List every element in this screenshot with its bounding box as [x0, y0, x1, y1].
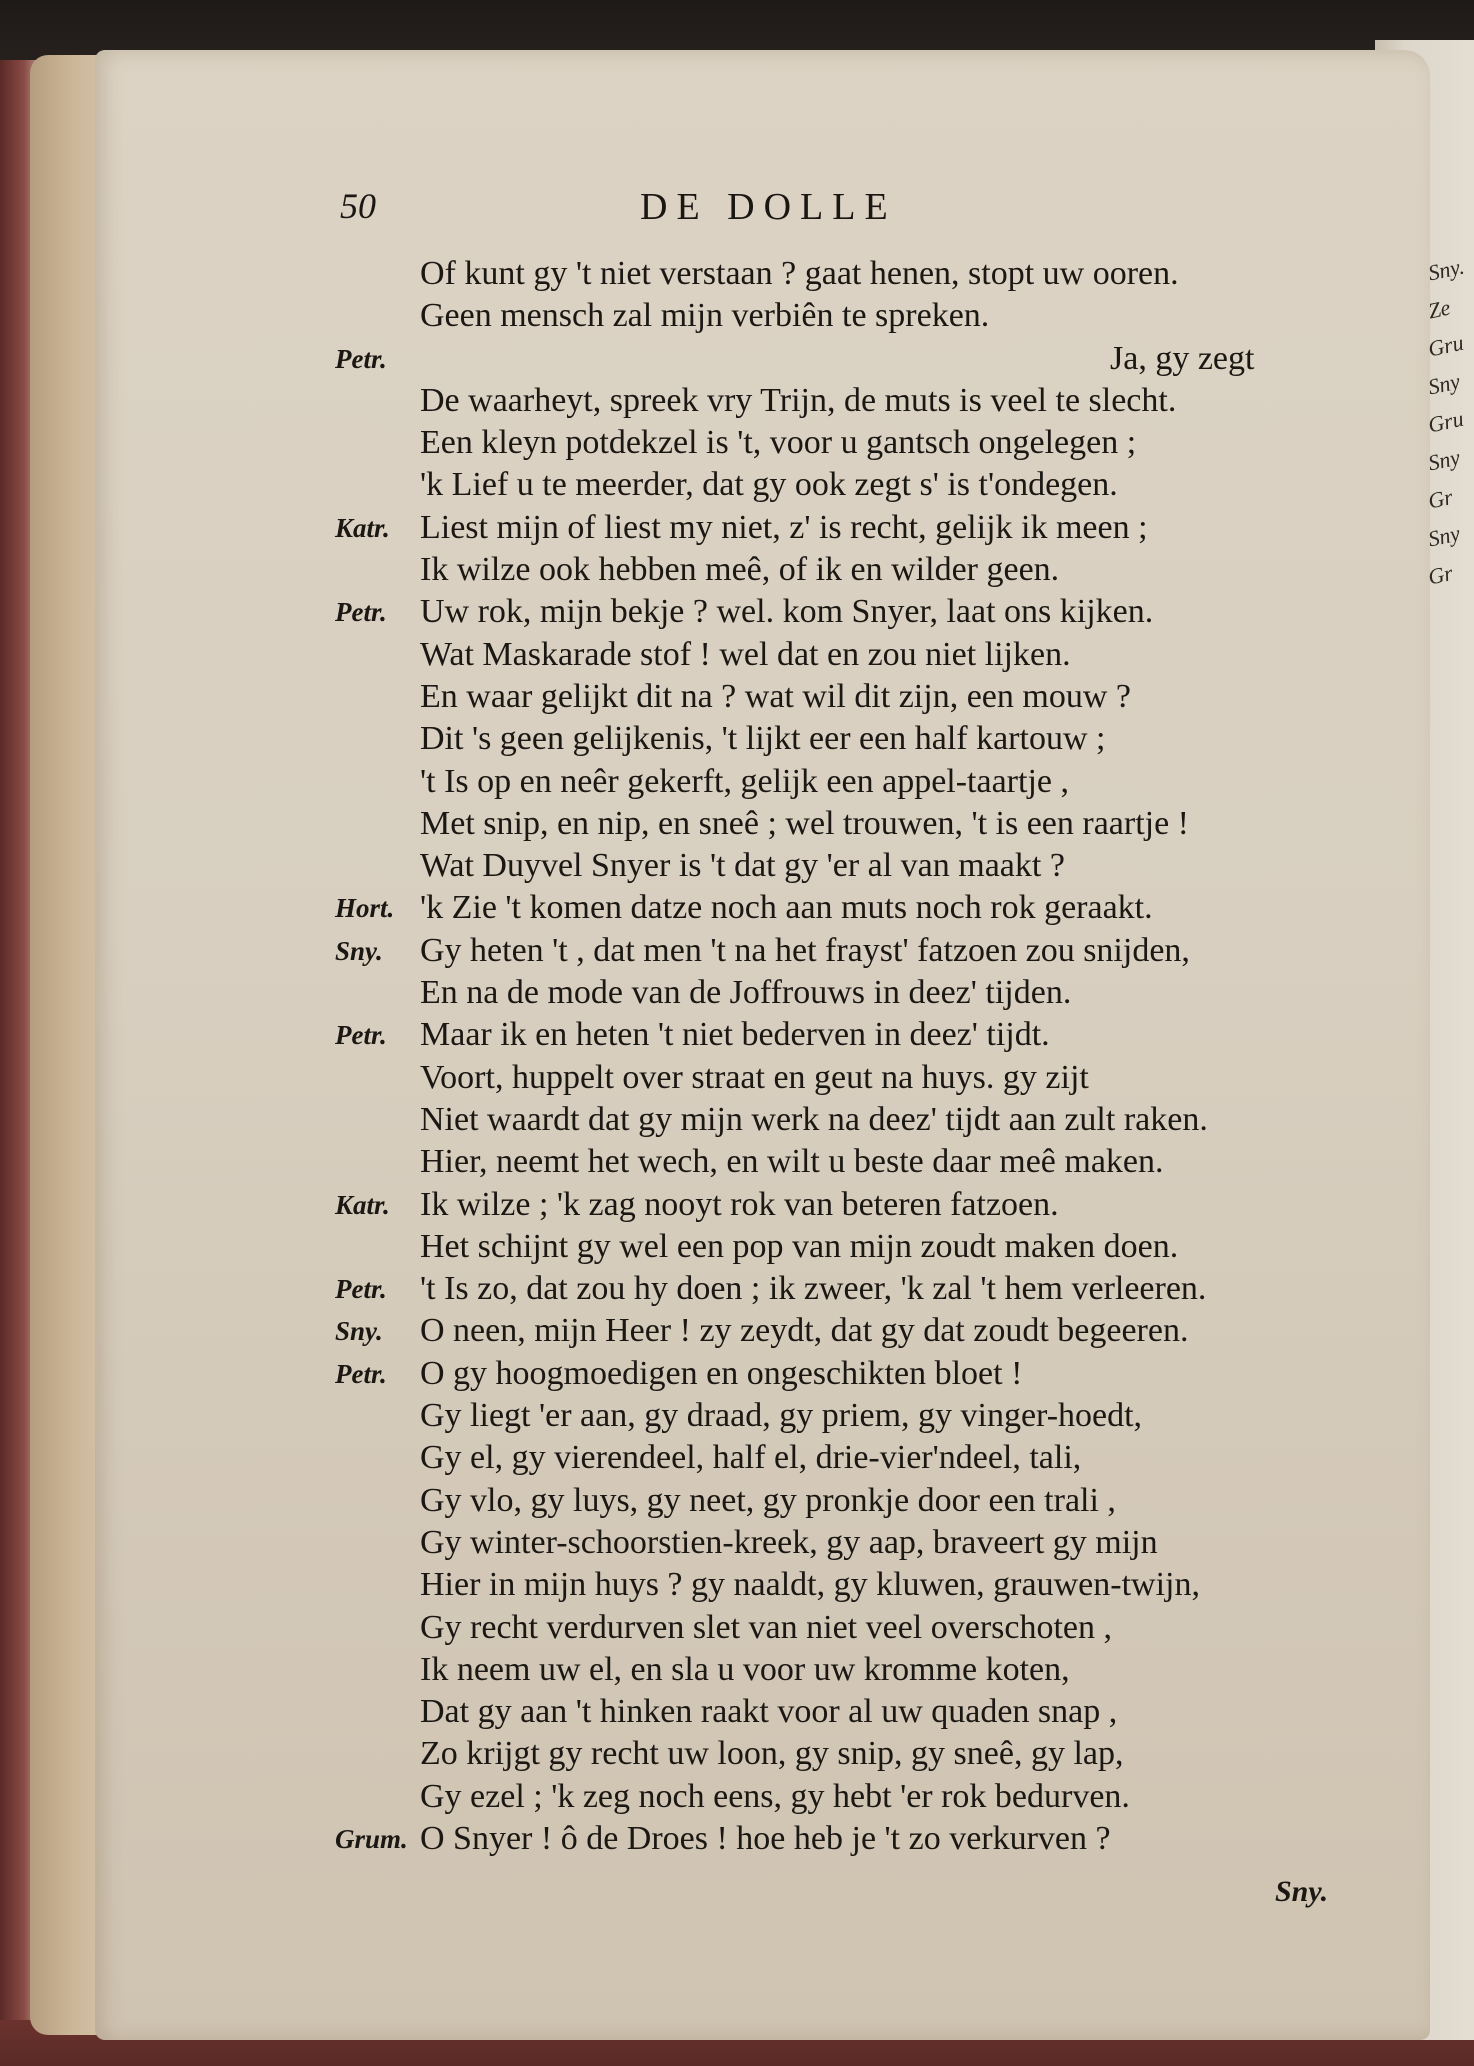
- verse-text-line: Wat Maskarade stof ! wel dat en zou niet lijken.: [420, 635, 1071, 673]
- verse-text-line: Dit 's geen gelijkenis, 't lijkt eer een half kartouw ;: [420, 720, 1106, 758]
- facing-page-margin-notes: [1425, 250, 1474, 592]
- verse-line: [335, 1014, 1355, 1056]
- verse-text-line: En waar gelijkt dit na ? wat wil dit zijn, een mouw ?: [420, 677, 1131, 715]
- verse-line: [335, 338, 1355, 380]
- verse-line: [335, 1522, 1355, 1564]
- verse-text-line: 'k Lief u te meerder, dat gy ook zegt s' is t'ondegen.: [420, 466, 1118, 504]
- verse-text-line: Ja, gy zegt: [1110, 339, 1255, 377]
- verse-text-line: Het schijnt gy wel een pop van mijn zoudt maken doen.: [420, 1227, 1179, 1265]
- margin-note: Sny.: [1425, 253, 1467, 286]
- verse-text-line: 't Is zo, dat zou hy doen ; ik zweer, 'k zal 't hem verleeren.: [420, 1270, 1207, 1308]
- verse-text-line: 'k Zie 't komen datze noch aan muts noch rok geraakt.: [420, 889, 1153, 927]
- verse-line: [335, 1395, 1355, 1437]
- verse-line: [335, 845, 1355, 887]
- verse-line: [335, 591, 1355, 633]
- speaker-name: Petr.: [335, 597, 387, 628]
- verse-text-line: 't Is op en neêr gekerft, gelijk een appel-taartje ,: [420, 762, 1069, 800]
- speaker-name: Petr.: [335, 1274, 387, 1305]
- verse-line: [335, 718, 1355, 760]
- verse-line: [335, 507, 1355, 549]
- verse-line: [335, 634, 1355, 676]
- verse-text-line: Hier in mijn huys ? gy naaldt, gy kluwen, grauwen-twijn,: [420, 1566, 1200, 1604]
- margin-note: Sny: [1425, 368, 1463, 400]
- speaker-name: Katr.: [335, 512, 390, 543]
- speaker-name: Hort.: [335, 893, 395, 924]
- speaker-name: Grum.: [335, 1823, 408, 1854]
- margin-note: Sny: [1425, 520, 1463, 552]
- verse-line: [335, 676, 1355, 718]
- verse-line: [335, 803, 1355, 845]
- verse-line: [335, 1480, 1355, 1522]
- verse-text-line: Gy el, gy vierendeel, half el, drie-vier'ndeel, tali,: [420, 1439, 1082, 1477]
- verse-line: [335, 1607, 1355, 1649]
- verse-line: [335, 1818, 1355, 1860]
- verse-text-line: Zo krijgt gy recht uw loon, gy snip, gy sneê, gy lap,: [420, 1735, 1124, 1773]
- verse-line: [335, 1733, 1355, 1775]
- verse-line: [335, 1649, 1355, 1691]
- verse-text-line: Gy vlo, gy luys, gy neet, gy pronkje door een trali ,: [420, 1481, 1116, 1519]
- verse-line: [335, 464, 1355, 506]
- verse-text-line: O neen, mijn Heer ! zy zeydt, dat gy dat zoudt begeeren.: [420, 1312, 1189, 1350]
- verse-text-line: O gy hoogmoedigen en ongeschikten bloet !: [420, 1354, 1023, 1392]
- verse-line: [335, 930, 1355, 972]
- verse-line: [335, 1057, 1355, 1099]
- verse-line: [335, 1353, 1355, 1395]
- verse-text-line: Uw rok, mijn bekje ? wel. kom Snyer, laat ons kijken.: [420, 593, 1154, 631]
- verse-text-line: Ik wilze ook hebben meê, of ik en wilder geen.: [420, 551, 1060, 589]
- verse-line: [335, 1437, 1355, 1479]
- verse-line: [335, 253, 1355, 295]
- verse-text-line: Wat Duyvel Snyer is 't dat gy 'er al van maakt ?: [420, 847, 1065, 885]
- verse-line: [335, 295, 1355, 337]
- verse-text: [335, 253, 1355, 1860]
- verse-line: [335, 1776, 1355, 1818]
- verse-line: [335, 380, 1355, 422]
- verse-text-line: Gy ezel ; 'k zeg noch eens, gy hebt 'er rok bedurven.: [420, 1777, 1130, 1815]
- verse-text-line: Geen mensch zal mijn verbiên te spreken.: [420, 297, 990, 335]
- verse-line: [335, 1099, 1355, 1141]
- verse-text-line: Ik wilze ; 'k zag nooyt rok van beteren fatzoen.: [420, 1185, 1059, 1223]
- verse-text-line: Met snip, en nip, en sneê ; wel trouwen, 't is een raartje !: [420, 804, 1190, 842]
- verse-text-line: Maar ik en heten 't niet bederven in deez' tijdt.: [420, 1016, 1050, 1054]
- speaker-name: Sny.: [335, 1316, 383, 1347]
- catchword: Sny.: [1275, 1875, 1329, 1908]
- speaker-name: Petr.: [335, 343, 387, 374]
- verse-line: [335, 1310, 1355, 1352]
- verse-line: [335, 1141, 1355, 1183]
- verse-text-line: Voort, huppelt over straat en geut na huys. gy zijt: [420, 1058, 1089, 1096]
- verse-text-line: Gy winter-schoorstien-kreek, gy aap, braveert gy mijn: [420, 1523, 1158, 1561]
- verse-line: [335, 972, 1355, 1014]
- margin-note: Sny: [1425, 444, 1463, 476]
- verse-line: [335, 549, 1355, 591]
- verse-text-line: Liest mijn of liest my niet, z' is recht, gelijk ik meen ;: [420, 508, 1148, 546]
- speaker-name: Katr.: [335, 1189, 390, 1220]
- page-header: [340, 185, 1010, 235]
- verse-text-line: Dat gy aan 't hinken raakt voor al uw quaden snap ,: [420, 1693, 1118, 1731]
- margin-note: Gr: [1425, 483, 1455, 514]
- verse-text-line: Hier, neemt het wech, en wilt u beste daar meê maken.: [420, 1143, 1164, 1181]
- margin-note: Gru: [1425, 405, 1466, 438]
- verse-text-line: Ik neem uw el, en sla u voor uw kromme koten,: [420, 1650, 1070, 1688]
- verse-text-line: Een kleyn potdekzel is 't, voor u gantsch ongelegen ;: [420, 424, 1137, 462]
- margin-note: Ze: [1425, 294, 1453, 324]
- verse-line: [335, 1226, 1355, 1268]
- verse-text-line: Gy liegt 'er aan, gy draad, gy priem, gy vinger-hoedt,: [420, 1397, 1143, 1435]
- verse-text-line: De waarheyt, spreek vry Trijn, de muts is veel te slecht.: [420, 381, 1177, 419]
- verse-line: [335, 887, 1355, 929]
- verse-line: [335, 761, 1355, 803]
- verse-line: [335, 1691, 1355, 1733]
- verse-line: [335, 1268, 1355, 1310]
- speaker-name: Petr.: [335, 1020, 387, 1051]
- verse-text-line: Gy heten 't , dat men 't na het frayst' fatzoen zou snijden,: [420, 931, 1190, 969]
- verse-line: [335, 1564, 1355, 1606]
- speaker-name: Petr.: [335, 1358, 387, 1389]
- page-number: 50: [340, 186, 376, 226]
- verse-text-line: Niet waardt dat gy mijn werk na deez' tijdt aan zult raken.: [420, 1100, 1208, 1138]
- verse-text-line: O Snyer ! ô de Droes ! hoe heb je 't zo verkurven ?: [420, 1819, 1111, 1857]
- margin-note: Gr: [1425, 559, 1455, 590]
- verse-line: [335, 422, 1355, 464]
- margin-note: Gru: [1425, 329, 1466, 362]
- verse-line: [335, 1184, 1355, 1226]
- running-title: DE DOLLE: [640, 186, 897, 228]
- verse-text-line: Gy recht verdurven slet van niet veel overschoten ,: [420, 1608, 1113, 1646]
- verse-text-line: Of kunt gy 't niet verstaan ? gaat henen, stopt uw ooren.: [420, 255, 1179, 292]
- verse-text-line: En na de mode van de Joffrouws in deez' tijden.: [420, 974, 1072, 1012]
- speaker-name: Sny.: [335, 935, 383, 966]
